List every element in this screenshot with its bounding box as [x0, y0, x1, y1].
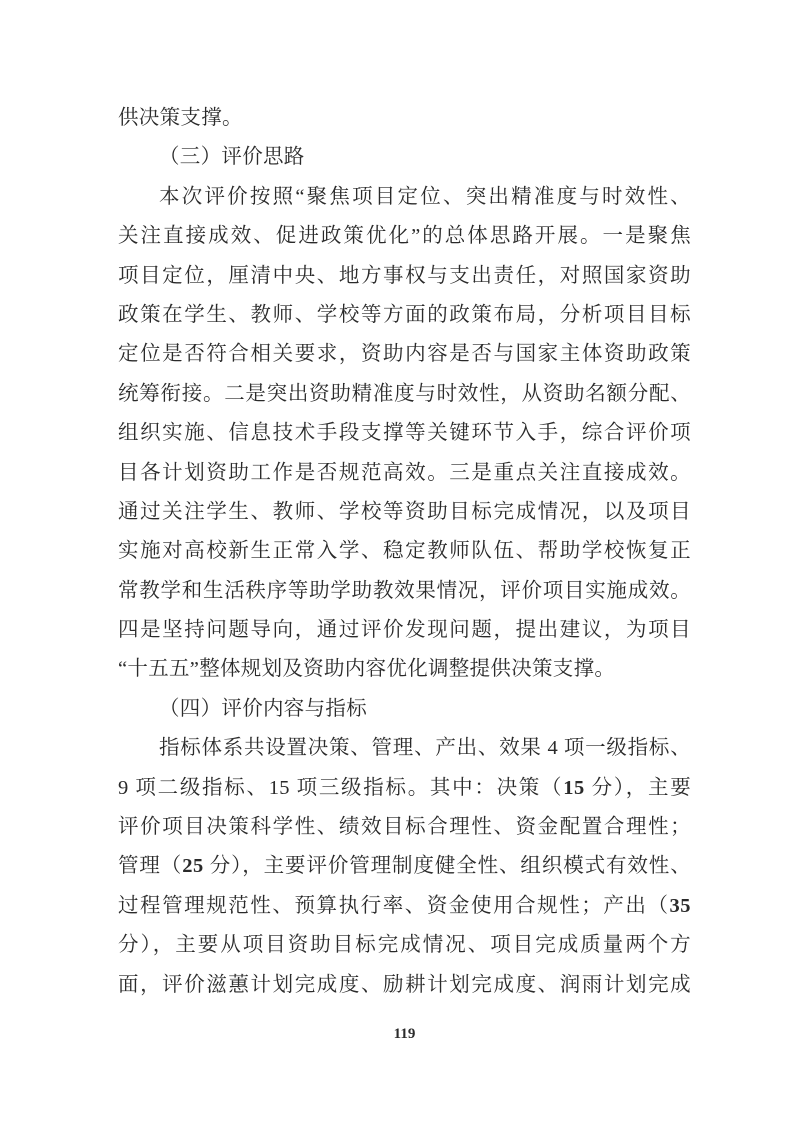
text-segment: （三）评价思路	[159, 146, 305, 169]
text-line	[118, 493, 691, 532]
text-line	[118, 335, 691, 374]
text-segment: 项目定位，厘清中央、地方事权与支出责任，对照国家资助	[118, 264, 691, 287]
text-line	[118, 99, 691, 138]
text-segment: 本次评价按照“聚焦项目定位、突出精准度与时效性、	[159, 185, 691, 208]
text-line	[118, 296, 691, 335]
text-segment: 分），主要	[584, 776, 691, 799]
text-line	[118, 572, 691, 611]
bold-score-value: 15	[563, 776, 585, 799]
text-line	[118, 138, 691, 177]
text-segment: 目各计划资助工作是否规范高效。三是重点关注直接成效。	[118, 461, 691, 484]
text-segment: 四是坚持问题导向，通过评价发现问题，提出建议，为项目	[118, 619, 691, 642]
text-line	[118, 217, 691, 256]
text-line	[118, 926, 691, 965]
text-segment: 供决策支撑。	[118, 107, 243, 129]
text-line	[118, 532, 691, 571]
text-segment: “十五五”整体规划及资助内容优化调整提供决策支撑。	[118, 658, 616, 681]
text-segment: 分），主要从项目资助目标完成情况、项目完成质量两个方	[118, 934, 691, 957]
text-segment: 实施对高校新生正常入学、稳定教师队伍、帮助学校恢复正	[118, 540, 691, 563]
page-number: 119	[393, 1026, 416, 1042]
text-line	[118, 729, 691, 768]
text-segment: 组织实施、信息技术手段支撑等关键环节入手，综合评价项	[118, 422, 691, 445]
text-block	[118, 99, 691, 1005]
text-line	[118, 454, 691, 493]
text-segment: 通过关注学生、教师、学校等资助目标完成情况，以及项目	[118, 500, 691, 523]
text-segment: 过程管理规范性、预算执行率、资金使用合规性；产出（	[118, 894, 670, 917]
text-segment: 统筹衔接。二是突出资助精准度与时效性，从资助名额分配、	[118, 382, 691, 405]
text-line	[118, 375, 691, 414]
text-line	[118, 966, 691, 1005]
text-line	[118, 414, 691, 453]
text-line	[118, 650, 691, 689]
text-line	[118, 257, 691, 296]
text-segment: 管理（	[118, 855, 183, 878]
text-line	[118, 178, 691, 217]
text-segment: 政策在学生、教师、学校等方面的政策布局，分析项目目标	[118, 303, 691, 326]
text-segment: 9 项二级指标、15 项三级指标。其中：决策（	[118, 776, 564, 799]
text-line	[118, 769, 691, 808]
text-segment: 分），主要评价管理制度健全性、组织模式有效性、	[203, 855, 692, 878]
text-line	[118, 690, 691, 729]
text-line	[118, 808, 691, 847]
text-segment: 关注直接成效、促进政策优化”的总体思路开展。一是聚焦	[118, 225, 691, 248]
bold-score-value: 35	[669, 894, 691, 917]
text-segment: 指标体系共设置决策、管理、产出、效果 4 项一级指标、	[159, 737, 691, 760]
bold-score-value: 25	[182, 855, 204, 878]
text-segment: （四）评价内容与指标	[159, 697, 367, 720]
text-line	[118, 611, 691, 650]
text-segment: 定位是否符合相关要求，资助内容是否与国家主体资助政策	[118, 343, 691, 366]
text-segment: 评价项目决策科学性、绩效目标合理性、资金配置合理性；	[118, 816, 691, 839]
text-segment: 面，评价滋蕙计划完成度、励耕计划完成度、润雨计划完成	[118, 973, 691, 996]
text-line	[118, 847, 691, 886]
text-segment: 常教学和生活秩序等助学助教效果情况，评价项目实施成效。	[118, 579, 691, 602]
text-line	[118, 887, 691, 926]
